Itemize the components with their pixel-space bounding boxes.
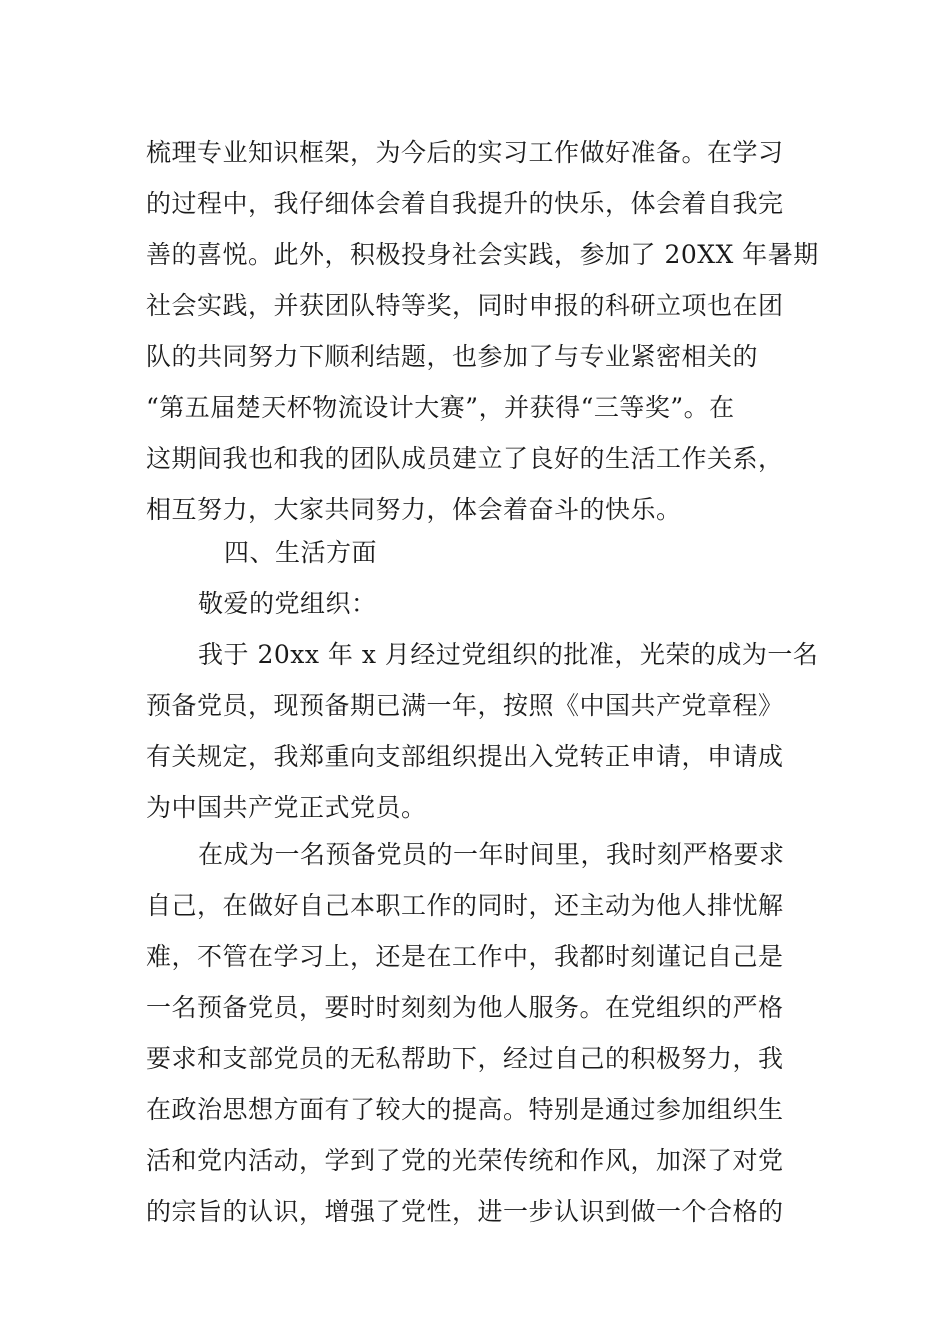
text-line: 预备党员，现预备期已满一年，按照《中国共产党章程》 xyxy=(146,691,784,720)
section-heading xyxy=(146,527,816,578)
text-line: 在政治思想方面有了较大的提高。特别是通过参加组织生 xyxy=(146,1095,784,1124)
paragraph-2 xyxy=(146,829,816,1237)
continuation-paragraph xyxy=(146,127,819,535)
text-line: 我于 20xx 年 x 月经过党组织的批准，光荣的成为一名 xyxy=(198,640,819,669)
text-line: 自己，在做好自己本职工作的同时，还主动为他人排忧解 xyxy=(146,891,784,920)
salutation xyxy=(146,578,816,629)
section-heading-text: 四、生活方面 xyxy=(224,538,378,567)
text-line: 队的共同努力下顺利结题，也参加了与专业紧密相关的 xyxy=(146,342,759,371)
text-line: 要求和支部党员的无私帮助下，经过自己的积极努力，我 xyxy=(146,1044,784,1073)
text-line: 难，不管在学习上，还是在工作中，我都时刻谨记自己是 xyxy=(146,942,784,971)
salutation-text: 敬爱的党组织： xyxy=(198,589,377,618)
text-line: 一名预备党员，要时时刻刻为他人服务。在党组织的严格 xyxy=(146,993,784,1022)
text-line: 梳理专业知识框架，为今后的实习工作做好准备。在学习 xyxy=(146,138,784,167)
text-line: 有关规定，我郑重向支部组织提出入党转正申请，申请成 xyxy=(146,742,784,771)
text-line: 的宗旨的认识，增强了党性，进一步认识到做一个合格的 xyxy=(146,1197,784,1226)
text-line: “第五届楚天杯物流设计大赛”，并获得“三等奖”。在 xyxy=(146,393,735,422)
text-line: 在成为一名预备党员的一年时间里，我时刻严格要求 xyxy=(198,840,785,869)
text-line: 的过程中，我仔细体会着自我提升的快乐，体会着自我完 xyxy=(146,189,784,218)
text-line: 社会实践，并获团队特等奖，同时申报的科研立项也在团 xyxy=(146,291,784,320)
text-line: 活和党内活动，学到了党的光荣传统和作风，加深了对党 xyxy=(146,1146,784,1175)
text-line: 相互努力，大家共同努力，体会着奋斗的快乐。 xyxy=(146,495,682,524)
text-line: 善的喜悦。此外，积极投身社会实践，参加了 20XX 年暑期 xyxy=(146,240,819,269)
paragraph-1 xyxy=(146,629,819,833)
text-line: 这期间我也和我的团队成员建立了良好的生活工作关系， xyxy=(146,444,784,473)
text-line: 为中国共产党正式党员。 xyxy=(146,793,427,822)
